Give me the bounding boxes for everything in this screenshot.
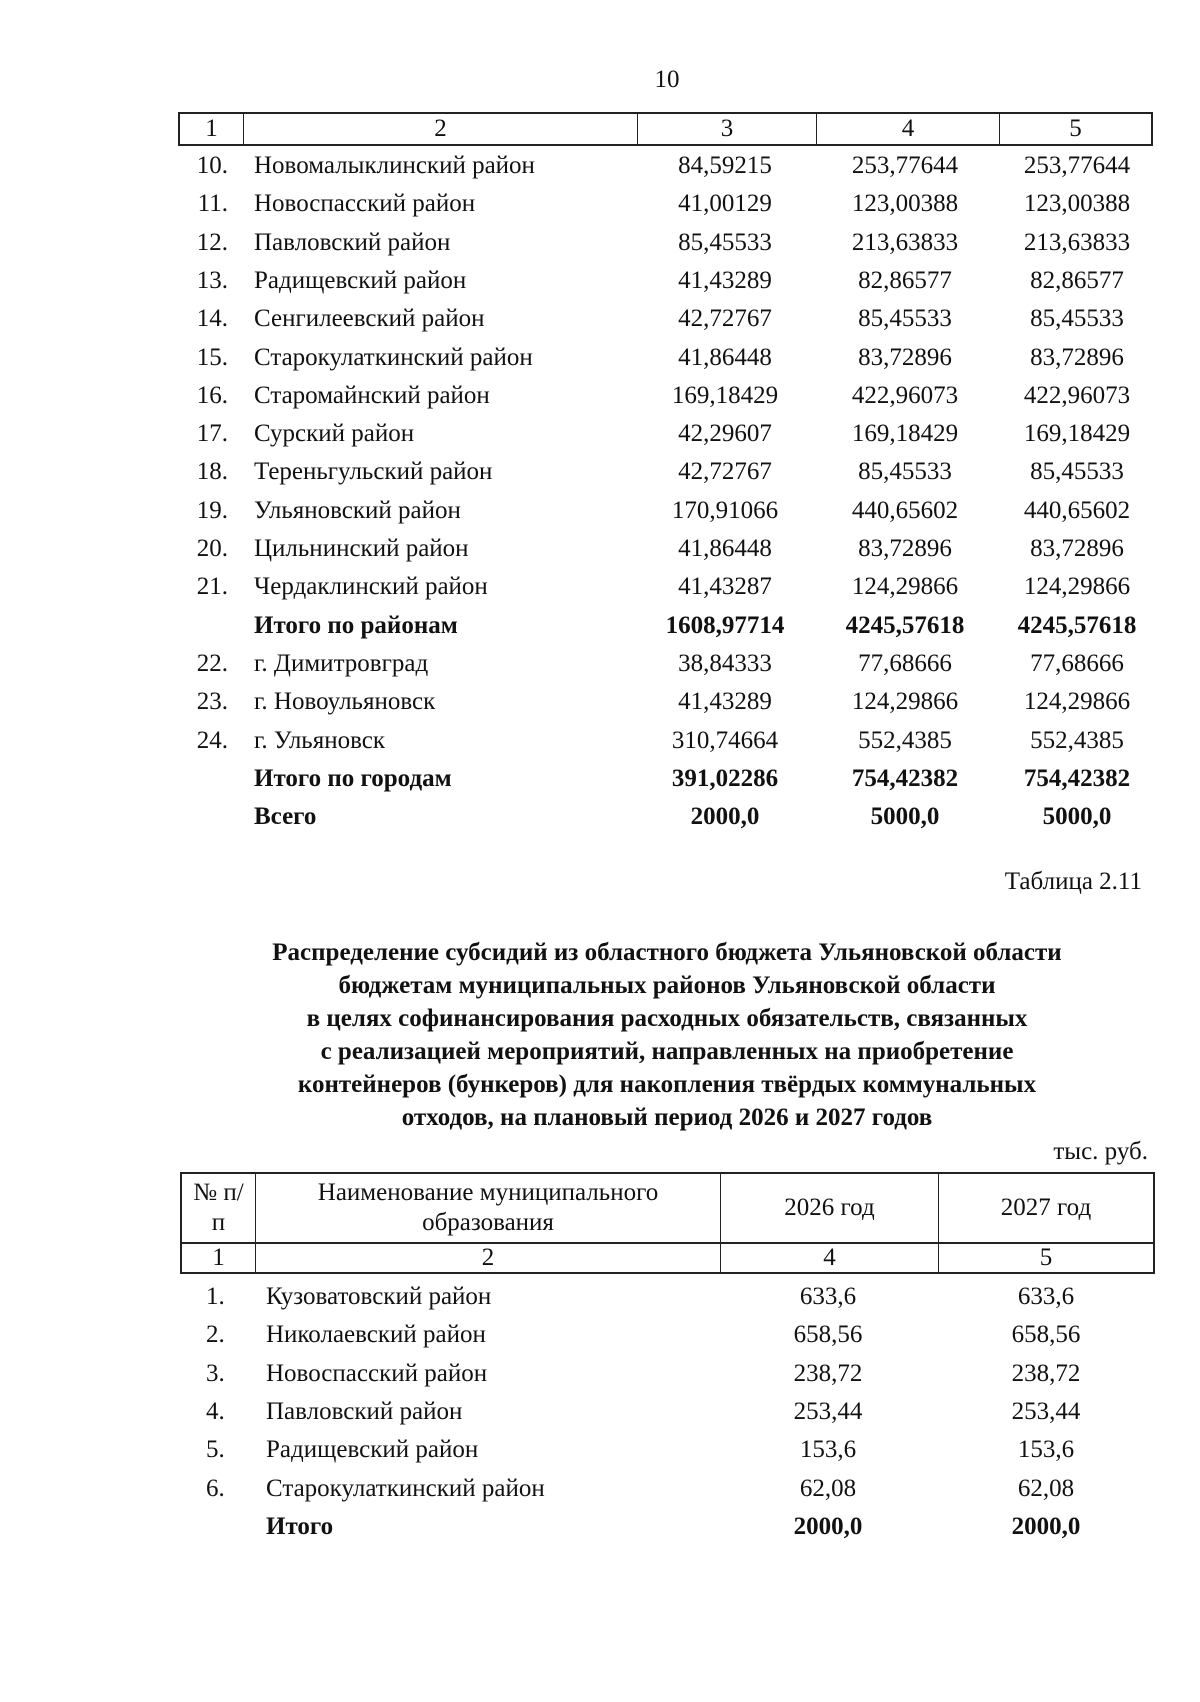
table1-header-cell: 4 [817, 114, 1000, 144]
value-col5: 253,77644 [1023, 152, 1131, 179]
value-col5: 85,45533 [1030, 458, 1124, 486]
value-col3: 1608,97714 [665, 611, 785, 639]
value-2027: 153,6 [1017, 1436, 1075, 1464]
table1-header-cell: 5 [1069, 115, 1082, 142]
value-col4: 77,68666 [858, 649, 952, 677]
index-cell: 5 [1039, 1244, 1053, 1271]
table-row [0, 1316, 1200, 1354]
value-2026: 62,08 [799, 1474, 857, 1502]
table2-title [0, 936, 1200, 1134]
table-row [0, 568, 1200, 606]
row-number: 13. [196, 266, 228, 294]
value-col5: 85,45533 [1030, 305, 1124, 333]
header-2026: 2026 год [721, 1174, 939, 1242]
table-row [0, 185, 1200, 223]
table-row [0, 1470, 1200, 1508]
value-col5: 4245,57618 [1017, 611, 1137, 639]
row-name: Итого по городам [254, 764, 452, 792]
page-number: 10 [654, 66, 680, 93]
value-2027: 62,08 [1017, 1474, 1075, 1502]
value-col5: 82,86577 [1030, 266, 1124, 294]
value-col3: 41,00129 [678, 190, 772, 218]
value-col3: 85,45533 [678, 228, 772, 256]
row-number: 12. [196, 228, 228, 256]
value-2027: 658,56 [1011, 1321, 1081, 1349]
row-number: 23. [196, 688, 228, 716]
value-col5: 124,29866 [1023, 688, 1131, 716]
title-line: в целях софинансирования расходных обязательств, связанных [306, 1005, 1028, 1032]
row-name: Новомалыклинский район [254, 152, 535, 179]
row-name: Тереньгульский район [254, 458, 493, 486]
value-col5: 754,42382 [1023, 764, 1131, 792]
row-number: 14. [196, 305, 228, 333]
value-2027: 238,72 [1011, 1359, 1081, 1387]
row-number: 5. [206, 1436, 225, 1464]
row-name: г. Ульяновск [254, 726, 385, 754]
value-col3: 391,02286 [671, 764, 779, 792]
header-2027: 2027 год [1000, 1194, 1092, 1221]
row-number: 6. [206, 1474, 225, 1502]
value-2026: 238,72 [793, 1359, 863, 1387]
value-col4: 123,00388 [851, 190, 959, 218]
table-row [0, 1278, 1200, 1316]
row-number: 18. [196, 458, 228, 486]
value-col4: 82,86577 [858, 266, 952, 294]
table-row [0, 453, 1200, 491]
row-name: Сенгилеевский район [254, 305, 485, 333]
row-name: Чердаклинский район [254, 573, 488, 601]
value-col5: 123,00388 [1023, 190, 1131, 218]
value-col3: 41,86448 [678, 343, 772, 371]
value-col3: 41,43287 [678, 573, 772, 601]
row-number: 19. [196, 496, 228, 524]
index-cell: 2 [256, 1244, 721, 1272]
value-col5: 5000,0 [1042, 803, 1112, 831]
row-number: 4. [206, 1397, 225, 1425]
total-row [0, 607, 1200, 645]
value-col4: 422,96073 [851, 381, 959, 409]
table-row [0, 645, 1200, 683]
row-number: 21. [196, 573, 228, 601]
value-col4: 4245,57618 [845, 611, 965, 639]
value-col3: 170,91066 [671, 496, 779, 524]
table1-header-cell: 1 [180, 114, 244, 144]
value-col5: 552,4385 [1030, 726, 1124, 754]
value-col5: 213,63833 [1023, 228, 1131, 256]
value-2026: 153,6 [799, 1436, 857, 1464]
table-row [0, 300, 1200, 338]
title-line: с реализацией мероприятий, направленных на приобретение [320, 1038, 1014, 1065]
row-name: г. Димитровград [254, 649, 429, 677]
row-name: Ульяновский район [254, 496, 461, 524]
title-line: контейнеров (бункеров) для накопления твёрдых коммунальных [297, 1071, 1037, 1098]
table1-header-cell: 3 [638, 114, 817, 144]
row-name: г. Новоульяновск [254, 688, 436, 716]
value-col3: 310,74664 [671, 726, 779, 754]
value-col5: 169,18429 [1023, 420, 1131, 448]
value-col4: 83,72896 [858, 343, 952, 371]
table-row [0, 722, 1200, 760]
value-2027: 253,44 [1011, 1397, 1081, 1425]
value-col4: 85,45533 [858, 305, 952, 333]
value-col3: 42,72767 [678, 458, 772, 486]
value-col5: 77,68666 [1030, 649, 1124, 677]
value-col5: 83,72896 [1030, 343, 1124, 371]
table1-header-row [178, 112, 1153, 146]
value-col3: 42,29607 [678, 420, 772, 448]
value-col3: 41,43289 [678, 688, 772, 716]
value-col3: 38,84333 [678, 649, 772, 677]
value-2027: 633,6 [1017, 1283, 1075, 1310]
table-row [0, 147, 1200, 185]
row-number: 3. [206, 1359, 225, 1387]
row-name: Цильнинский район [254, 535, 469, 562]
units-label: тыс. руб. [1053, 1138, 1148, 1165]
value-col4: 169,18429 [851, 420, 959, 448]
row-name: Сурский район [254, 420, 415, 448]
row-number: 24. [196, 726, 228, 754]
value-col5: 440,65602 [1023, 496, 1131, 524]
row-name: Итого [266, 1512, 334, 1540]
row-name: Павловский район [254, 228, 451, 256]
value-2026: 633,6 [799, 1283, 857, 1310]
total-row [0, 760, 1200, 798]
table-row [0, 224, 1200, 262]
value-col4: 440,65602 [851, 496, 959, 524]
row-number: 11. [197, 190, 228, 218]
value-2027: 2000,0 [1011, 1512, 1081, 1540]
value-2026: 253,44 [793, 1397, 863, 1425]
row-name: Всего [254, 803, 317, 831]
table-row [0, 415, 1200, 453]
value-col4: 83,72896 [858, 535, 952, 562]
table-row [0, 339, 1200, 377]
row-number: 16. [196, 381, 228, 409]
index-cell: 4 [721, 1244, 939, 1272]
row-name: Новоспасский район [254, 190, 476, 218]
table-row [0, 377, 1200, 415]
value-col4: 754,42382 [851, 764, 959, 792]
table-row [0, 1393, 1200, 1431]
row-number: 2. [206, 1321, 225, 1349]
header-name: Наименование муниципального образования [256, 1174, 721, 1242]
row-number: 1. [206, 1283, 225, 1310]
table-row [0, 530, 1200, 568]
table-row [0, 262, 1200, 300]
value-col4: 552,4385 [858, 726, 952, 754]
table2-header-row [180, 1172, 1155, 1244]
title-line: бюджетам муниципальных районов Ульяновской области [338, 972, 996, 999]
row-number: 15. [196, 343, 228, 371]
total-row [0, 798, 1200, 836]
row-name: Новоспасский район [266, 1359, 488, 1387]
row-name: Итого по районам [254, 611, 458, 639]
row-name: Старомайнский район [254, 381, 490, 409]
row-name: Радищевский район [266, 1436, 479, 1464]
table-row [0, 1355, 1200, 1393]
table-caption: Таблица 2.11 [1004, 868, 1142, 895]
value-2026: 658,56 [793, 1321, 863, 1349]
value-col3: 84,59215 [678, 152, 772, 179]
row-number: 22. [196, 649, 228, 677]
value-col4: 124,29866 [851, 688, 959, 716]
row-name: Радищевский район [254, 266, 467, 294]
title-line: отходов, на плановый период 2026 и 2027 годов [401, 1104, 933, 1131]
table1-header-cell: 2 [244, 114, 638, 144]
header-num: № п/п [182, 1174, 256, 1242]
row-number: 17. [196, 420, 228, 448]
row-number: 10. [196, 152, 228, 179]
value-col3: 41,43289 [678, 266, 772, 294]
value-col5: 124,29866 [1023, 573, 1131, 601]
table-row [0, 683, 1200, 721]
index-cell: 1 [182, 1244, 256, 1272]
value-col3: 41,86448 [678, 535, 772, 562]
table-row [0, 492, 1200, 530]
row-number: 20. [196, 535, 228, 562]
value-col3: 169,18429 [671, 381, 779, 409]
value-col5: 83,72896 [1030, 535, 1124, 562]
value-col5: 422,96073 [1023, 381, 1131, 409]
row-name: Кузоватовский район [266, 1283, 492, 1310]
total-row [0, 1508, 1200, 1546]
value-col4: 124,29866 [851, 573, 959, 601]
value-col3: 42,72767 [678, 305, 772, 333]
value-col4: 85,45533 [858, 458, 952, 486]
title-line: Распределение субсидий из областного бюджета Ульяновской области [272, 939, 1062, 966]
row-name: Николаевский район [266, 1321, 486, 1349]
value-col4: 5000,0 [870, 803, 940, 831]
row-name: Павловский район [266, 1397, 463, 1425]
row-name: Старокулаткинский район [254, 343, 533, 371]
row-name: Старокулаткинский район [266, 1474, 545, 1502]
value-col4: 213,63833 [851, 228, 959, 256]
value-col4: 253,77644 [851, 152, 959, 179]
value-2026: 2000,0 [793, 1512, 863, 1540]
table2-index-row [180, 1242, 1155, 1274]
table-row [0, 1431, 1200, 1469]
value-col3: 2000,0 [690, 803, 760, 831]
